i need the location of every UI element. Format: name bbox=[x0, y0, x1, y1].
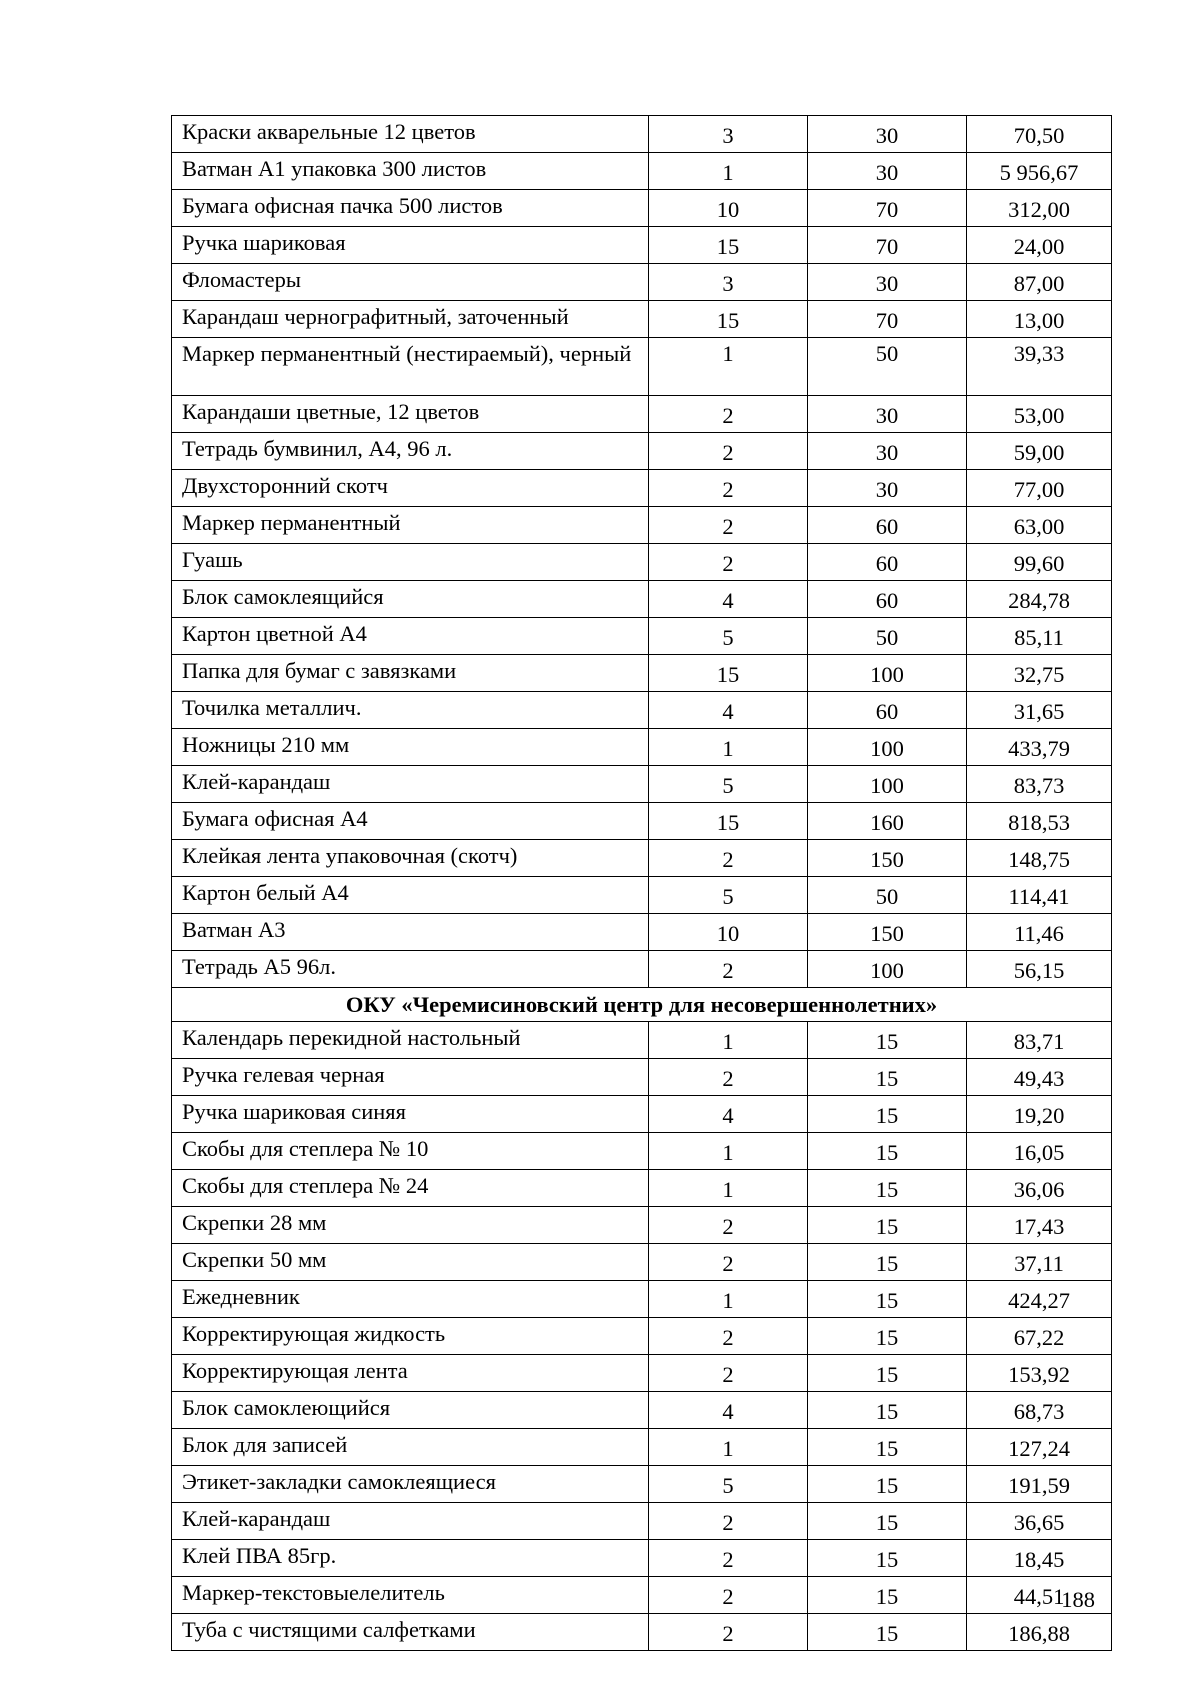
norm-cell: 15 bbox=[808, 1466, 967, 1503]
price-cell: 191,59 bbox=[967, 1466, 1112, 1503]
price-cell: 83,73 bbox=[967, 766, 1112, 803]
item-name-cell: Этикет-закладки самоклеящиеся bbox=[172, 1466, 649, 1503]
supplies-table-body bbox=[172, 116, 1112, 1651]
norm-cell: 15 bbox=[808, 1540, 967, 1577]
table-row bbox=[172, 1096, 1112, 1133]
supplies-table bbox=[171, 115, 1112, 1651]
table-row bbox=[172, 507, 1112, 544]
norm-cell: 15 bbox=[808, 1429, 967, 1466]
table-row bbox=[172, 1207, 1112, 1244]
price-cell: 56,15 bbox=[967, 951, 1112, 988]
price-cell: 77,00 bbox=[967, 470, 1112, 507]
table-row bbox=[172, 951, 1112, 988]
price-cell: 24,00 bbox=[967, 227, 1112, 264]
price-cell: 63,00 bbox=[967, 507, 1112, 544]
norm-cell: 50 bbox=[808, 618, 967, 655]
table-row bbox=[172, 227, 1112, 264]
norm-cell: 150 bbox=[808, 840, 967, 877]
price-cell: 312,00 bbox=[967, 190, 1112, 227]
table-row bbox=[172, 264, 1112, 301]
norm-cell: 70 bbox=[808, 190, 967, 227]
quantity-cell: 15 bbox=[649, 301, 808, 338]
quantity-cell: 4 bbox=[649, 1096, 808, 1133]
table-row bbox=[172, 1318, 1112, 1355]
price-cell: 16,05 bbox=[967, 1133, 1112, 1170]
price-cell: 13,00 bbox=[967, 301, 1112, 338]
quantity-cell: 2 bbox=[649, 1355, 808, 1392]
price-cell: 127,24 bbox=[967, 1429, 1112, 1466]
item-name-cell: Двухсторонний скотч bbox=[172, 470, 649, 507]
norm-cell: 15 bbox=[808, 1281, 967, 1318]
table-row bbox=[172, 1466, 1112, 1503]
table-row bbox=[172, 190, 1112, 227]
quantity-cell: 1 bbox=[649, 1429, 808, 1466]
norm-cell: 70 bbox=[808, 227, 967, 264]
price-cell: 83,71 bbox=[967, 1022, 1112, 1059]
price-cell: 59,00 bbox=[967, 433, 1112, 470]
item-name-cell: Клей-карандаш bbox=[172, 1503, 649, 1540]
table-row bbox=[172, 692, 1112, 729]
price-cell: 99,60 bbox=[967, 544, 1112, 581]
quantity-cell: 10 bbox=[649, 914, 808, 951]
price-cell: 32,75 bbox=[967, 655, 1112, 692]
quantity-cell: 1 bbox=[649, 1281, 808, 1318]
price-cell: 114,41 bbox=[967, 877, 1112, 914]
price-cell: 67,22 bbox=[967, 1318, 1112, 1355]
table-row bbox=[172, 914, 1112, 951]
table-row bbox=[172, 1133, 1112, 1170]
quantity-cell: 4 bbox=[649, 581, 808, 618]
table-row bbox=[172, 877, 1112, 914]
item-name-cell: Маркер перманентный bbox=[172, 507, 649, 544]
norm-cell: 100 bbox=[808, 729, 967, 766]
item-name-cell: Календарь перекидной настольный bbox=[172, 1022, 649, 1059]
item-name-cell: Ручка гелевая черная bbox=[172, 1059, 649, 1096]
table-row bbox=[172, 581, 1112, 618]
quantity-cell: 2 bbox=[649, 396, 808, 433]
item-name-cell: Ежедневник bbox=[172, 1281, 649, 1318]
price-cell: 11,46 bbox=[967, 914, 1112, 951]
table-row bbox=[172, 470, 1112, 507]
table-row bbox=[172, 1429, 1112, 1466]
quantity-cell: 2 bbox=[649, 1059, 808, 1096]
price-cell: 5 956,67 bbox=[967, 153, 1112, 190]
norm-cell: 150 bbox=[808, 914, 967, 951]
quantity-cell: 2 bbox=[649, 1318, 808, 1355]
quantity-cell: 15 bbox=[649, 803, 808, 840]
table-row bbox=[172, 116, 1112, 153]
table-row bbox=[172, 1540, 1112, 1577]
price-cell: 186,88 bbox=[967, 1614, 1112, 1651]
quantity-cell: 1 bbox=[649, 729, 808, 766]
norm-cell: 15 bbox=[808, 1022, 967, 1059]
item-name-cell: Корректирующая лента bbox=[172, 1355, 649, 1392]
item-name-cell: Маркер-текстовыелелитель bbox=[172, 1577, 649, 1614]
quantity-cell: 1 bbox=[649, 1022, 808, 1059]
page-number: 188 bbox=[1061, 1587, 1095, 1612]
table-row bbox=[172, 301, 1112, 338]
norm-cell: 30 bbox=[808, 396, 967, 433]
price-cell: 153,92 bbox=[967, 1355, 1112, 1392]
item-name-cell: Скрепки 28 мм bbox=[172, 1207, 649, 1244]
item-name-cell: Скобы для степлера № 24 bbox=[172, 1170, 649, 1207]
norm-cell: 15 bbox=[808, 1244, 967, 1281]
item-name-cell: Картон цветной А4 bbox=[172, 618, 649, 655]
price-cell: 85,11 bbox=[967, 618, 1112, 655]
quantity-cell: 1 bbox=[649, 153, 808, 190]
table-row bbox=[172, 1170, 1112, 1207]
quantity-cell: 3 bbox=[649, 116, 808, 153]
norm-cell: 30 bbox=[808, 153, 967, 190]
item-name-cell: Фломастеры bbox=[172, 264, 649, 301]
item-name-cell: Бумага офисная А4 bbox=[172, 803, 649, 840]
item-name-cell: Тетрадь бумвинил, А4, 96 л. bbox=[172, 433, 649, 470]
quantity-cell: 5 bbox=[649, 877, 808, 914]
quantity-cell: 3 bbox=[649, 264, 808, 301]
item-name-cell: Ручка шариковая bbox=[172, 227, 649, 264]
price-cell: 36,06 bbox=[967, 1170, 1112, 1207]
norm-cell: 15 bbox=[808, 1577, 967, 1614]
norm-cell: 15 bbox=[808, 1170, 967, 1207]
norm-cell: 15 bbox=[808, 1059, 967, 1096]
section-title: ОКУ «Черемисиновский центр для несовершеннолетних» bbox=[172, 988, 1112, 1022]
quantity-cell: 1 bbox=[649, 1170, 808, 1207]
quantity-cell: 5 bbox=[649, 766, 808, 803]
price-cell: 68,73 bbox=[967, 1392, 1112, 1429]
item-name-cell: Скобы для степлера № 10 bbox=[172, 1133, 649, 1170]
quantity-cell: 2 bbox=[649, 470, 808, 507]
price-cell: 18,45 bbox=[967, 1540, 1112, 1577]
norm-cell: 15 bbox=[808, 1392, 967, 1429]
norm-cell: 30 bbox=[808, 264, 967, 301]
norm-cell: 50 bbox=[808, 338, 967, 396]
item-name-cell: Клей-карандаш bbox=[172, 766, 649, 803]
table-row bbox=[172, 1614, 1112, 1651]
table-row bbox=[172, 803, 1112, 840]
item-name-cell: Карандаш чернографитный, заточенный bbox=[172, 301, 649, 338]
price-cell: 70,50 bbox=[967, 116, 1112, 153]
quantity-cell: 2 bbox=[649, 507, 808, 544]
norm-cell: 30 bbox=[808, 116, 967, 153]
price-cell: 148,75 bbox=[967, 840, 1112, 877]
price-cell: 424,27 bbox=[967, 1281, 1112, 1318]
price-cell: 53,00 bbox=[967, 396, 1112, 433]
section-row bbox=[172, 988, 1112, 1022]
price-cell: 284,78 bbox=[967, 581, 1112, 618]
item-name-cell: Ватман А1 упаковка 300 листов bbox=[172, 153, 649, 190]
quantity-cell: 2 bbox=[649, 1577, 808, 1614]
quantity-cell: 2 bbox=[649, 1244, 808, 1281]
norm-cell: 160 bbox=[808, 803, 967, 840]
table-row bbox=[172, 433, 1112, 470]
item-name-cell: Клейкая лента упаковочная (скотч) bbox=[172, 840, 649, 877]
price-cell: 37,11 bbox=[967, 1244, 1112, 1281]
norm-cell: 15 bbox=[808, 1614, 967, 1651]
quantity-cell: 2 bbox=[649, 1207, 808, 1244]
quantity-cell: 5 bbox=[649, 618, 808, 655]
price-cell: 818,53 bbox=[967, 803, 1112, 840]
quantity-cell: 10 bbox=[649, 190, 808, 227]
table-row bbox=[172, 1503, 1112, 1540]
table-row bbox=[172, 1059, 1112, 1096]
quantity-cell: 4 bbox=[649, 1392, 808, 1429]
quantity-cell: 15 bbox=[649, 655, 808, 692]
quantity-cell: 15 bbox=[649, 227, 808, 264]
price-cell: 36,65 bbox=[967, 1503, 1112, 1540]
item-name-cell: Ножницы 210 мм bbox=[172, 729, 649, 766]
quantity-cell: 1 bbox=[649, 338, 808, 396]
quantity-cell: 2 bbox=[649, 1614, 808, 1651]
norm-cell: 60 bbox=[808, 692, 967, 729]
table-row bbox=[172, 1022, 1112, 1059]
item-name-cell: Скрепки 50 мм bbox=[172, 1244, 649, 1281]
item-name-cell: Папка для бумаг с завязками bbox=[172, 655, 649, 692]
norm-cell: 15 bbox=[808, 1133, 967, 1170]
price-cell: 49,43 bbox=[967, 1059, 1112, 1096]
price-cell: 19,20 bbox=[967, 1096, 1112, 1133]
quantity-cell: 2 bbox=[649, 433, 808, 470]
price-cell: 39,33 bbox=[967, 338, 1112, 396]
table-row bbox=[172, 1281, 1112, 1318]
quantity-cell: 4 bbox=[649, 692, 808, 729]
price-cell: 17,43 bbox=[967, 1207, 1112, 1244]
table-row bbox=[172, 1577, 1112, 1614]
table-row bbox=[172, 338, 1112, 396]
table-row bbox=[172, 655, 1112, 692]
price-cell: 31,65 bbox=[967, 692, 1112, 729]
price-cell: 44,51 bbox=[967, 1577, 1112, 1614]
quantity-cell: 2 bbox=[649, 951, 808, 988]
norm-cell: 15 bbox=[808, 1207, 967, 1244]
norm-cell: 70 bbox=[808, 301, 967, 338]
table-row bbox=[172, 1355, 1112, 1392]
quantity-cell: 5 bbox=[649, 1466, 808, 1503]
table-row bbox=[172, 544, 1112, 581]
norm-cell: 30 bbox=[808, 470, 967, 507]
table-row bbox=[172, 396, 1112, 433]
norm-cell: 15 bbox=[808, 1318, 967, 1355]
table-row bbox=[172, 1244, 1112, 1281]
norm-cell: 15 bbox=[808, 1503, 967, 1540]
norm-cell: 100 bbox=[808, 951, 967, 988]
item-name-cell: Блок для записей bbox=[172, 1429, 649, 1466]
item-name-cell: Блок самоклеющийся bbox=[172, 1392, 649, 1429]
item-name-cell: Тетрадь А5 96л. bbox=[172, 951, 649, 988]
quantity-cell: 2 bbox=[649, 1540, 808, 1577]
table-row bbox=[172, 1392, 1112, 1429]
item-name-cell: Клей ПВА 85гр. bbox=[172, 1540, 649, 1577]
norm-cell: 60 bbox=[808, 544, 967, 581]
item-name-cell: Бумага офисная пачка 500 листов bbox=[172, 190, 649, 227]
price-cell: 433,79 bbox=[967, 729, 1112, 766]
norm-cell: 30 bbox=[808, 433, 967, 470]
item-name-cell: Точилка металлич. bbox=[172, 692, 649, 729]
item-name-cell: Туба с чистящими салфетками bbox=[172, 1614, 649, 1651]
item-name-cell: Гуашь bbox=[172, 544, 649, 581]
norm-cell: 100 bbox=[808, 655, 967, 692]
item-name-cell: Блок самоклеящийся bbox=[172, 581, 649, 618]
norm-cell: 60 bbox=[808, 507, 967, 544]
quantity-cell: 2 bbox=[649, 544, 808, 581]
item-name-cell: Маркер перманентный (нестираемый), черный bbox=[172, 338, 649, 396]
price-cell: 87,00 bbox=[967, 264, 1112, 301]
norm-cell: 100 bbox=[808, 766, 967, 803]
norm-cell: 15 bbox=[808, 1096, 967, 1133]
item-name-cell: Ватман А3 bbox=[172, 914, 649, 951]
item-name-cell: Краски акварельные 12 цветов bbox=[172, 116, 649, 153]
norm-cell: 50 bbox=[808, 877, 967, 914]
quantity-cell: 1 bbox=[649, 1133, 808, 1170]
table-row bbox=[172, 840, 1112, 877]
item-name-cell: Картон белый А4 bbox=[172, 877, 649, 914]
item-name-cell: Карандаши цветные, 12 цветов bbox=[172, 396, 649, 433]
quantity-cell: 2 bbox=[649, 840, 808, 877]
table-row bbox=[172, 618, 1112, 655]
table-row bbox=[172, 153, 1112, 190]
norm-cell: 60 bbox=[808, 581, 967, 618]
quantity-cell: 2 bbox=[649, 1503, 808, 1540]
item-name-cell: Корректирующая жидкость bbox=[172, 1318, 649, 1355]
table-row bbox=[172, 729, 1112, 766]
table-row bbox=[172, 766, 1112, 803]
norm-cell: 15 bbox=[808, 1355, 967, 1392]
item-name-cell: Ручка шариковая синяя bbox=[172, 1096, 649, 1133]
